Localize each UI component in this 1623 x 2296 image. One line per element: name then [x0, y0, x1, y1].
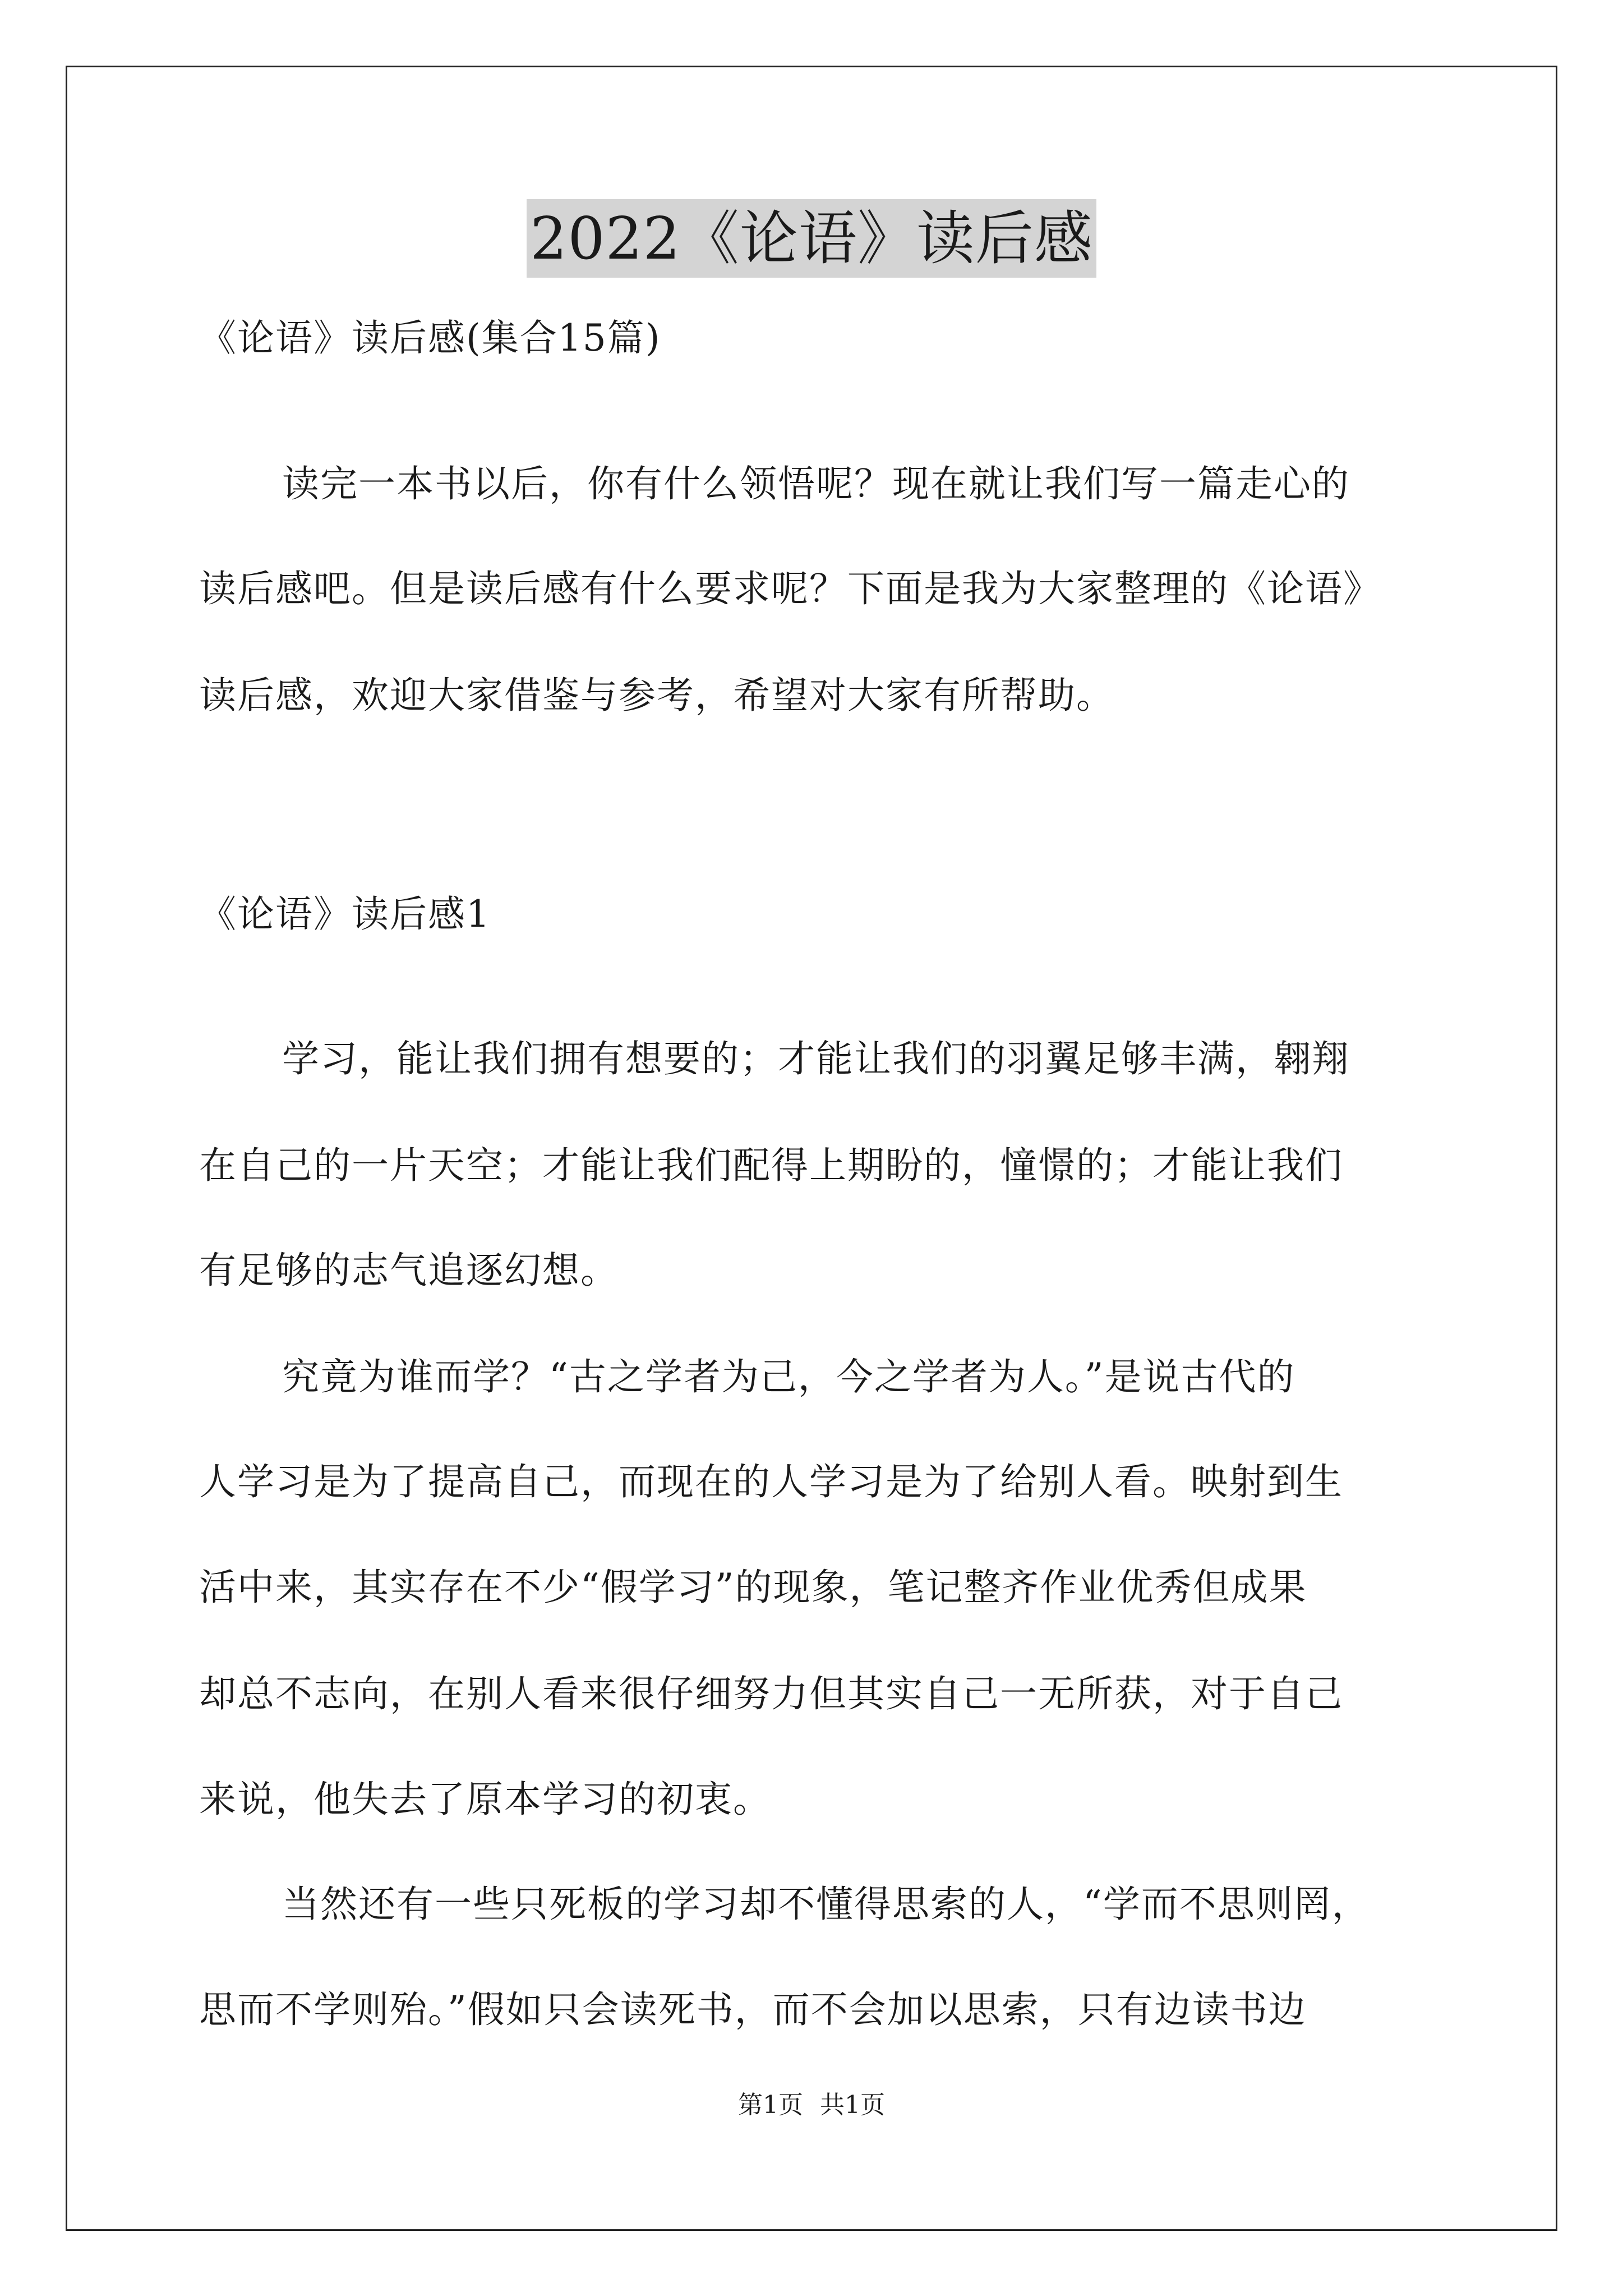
- paragraph-line: 有足够的志气追逐幻想。: [199, 1249, 619, 1292]
- intro-line: 读后感吧。但是读后感有什么要求呢？下面是我为大家整理的《论语》: [199, 567, 1381, 610]
- paragraph-line: 活中来，其实存在不少“假学习”的现象，笔记整齐作业优秀但成果: [199, 1566, 1307, 1609]
- intro-line: 读后感，欢迎大家借鉴与参考，希望对大家有所帮助。: [199, 674, 1114, 717]
- title-wrap: [0, 199, 1623, 278]
- paragraph-line: 在自己的一片天空；才能让我们配得上期盼的，憧憬的；才能让我们: [199, 1144, 1343, 1187]
- page-footer: [0, 2088, 1623, 2122]
- paragraph-line: 学习，能让我们拥有想要的；才能让我们的羽翼足够丰满，翱翔: [282, 1037, 1350, 1080]
- paragraph-line: 思而不学则殆。”假如只会读死书，而不会加以思索，只有边读书边: [199, 1988, 1307, 2031]
- paragraph-line: 来说，他失去了原本学习的初衷。: [199, 1778, 771, 1821]
- paragraph-line: 人学习是为了提高自己，而现在的人学习是为了给别人看。映射到生: [199, 1460, 1343, 1503]
- paragraph-line: 当然还有一些只死板的学习却不懂得思索的人，“学而不思则罔，: [282, 1883, 1370, 1926]
- paragraph-line: 究竟为谁而学？“古之学者为己，今之学者为人。”是说古代的: [282, 1355, 1295, 1398]
- page-total: 共1页: [820, 2091, 885, 2119]
- paragraph-line: 却总不志向，在别人看来很仔细努力但其实自己一无所获，对于自己: [199, 1672, 1343, 1715]
- document-subtitle: 《论语》读后感(集合15篇): [199, 316, 661, 360]
- page-number: 第1页: [738, 2091, 803, 2119]
- section-heading: 《论语》读后感1: [199, 892, 491, 936]
- intro-line: 读完一本书以后，你有什么领悟呢？现在就让我们写一篇走心的: [282, 462, 1350, 505]
- document-title: 2022《论语》读后感: [527, 199, 1096, 278]
